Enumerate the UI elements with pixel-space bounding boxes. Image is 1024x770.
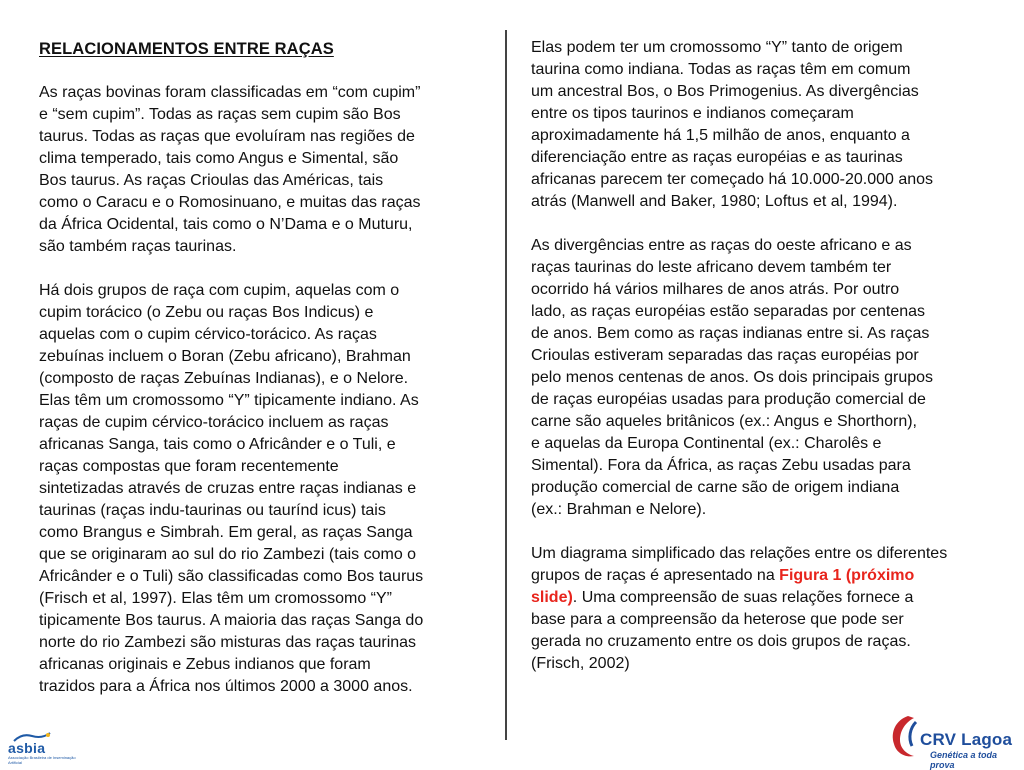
left-paragraph-1: As raças bovinas foram classificadas em “com cupim” e “sem cupim”. Todas as raças sem cupim são Bos taurus. Todas as raças que evoluíram nas regiões de clima temperado, tais como Angus e Simental, são Bos taurus. As raças Crioulas das Américas, tais como o Caracu e o Romosinuano, e muitas das raças da África Ocidental, tais como o N’Dama e o Muturu, são também raças taurinas. xyxy=(39,84,421,255)
right-paragraph-1: Elas podem ter um cromossomo “Y” tanto de origem taurina como indiana. Todas as raças têm em comum um ancestral Bos, o Bos Primogenius. As divergências entre os tipos taurinos e indianos começaram aproximadamente há 1,5 milhão de anos, enquanto a diferenciação entre as raças européias e as taurinas africanas parecem ter começado há 10.000-20.000 anos atrás (Manwell and Baker, 1980; Loftus et al, 1994). xyxy=(531,39,934,210)
paragraph-text-after: . Uma compreensão de suas relações fornece a base para a compreensão da heterose que pode ser gerada no cruzamento entre os dois grupos de raças. (Frisch, 2002) xyxy=(531,589,914,672)
crv-tagline: Genética a toda prova xyxy=(930,750,998,770)
crv-lagoa-logo xyxy=(886,712,1016,770)
asbia-subtitle: Associação Brasileira de Inseminação Artificial xyxy=(8,755,76,765)
left-column xyxy=(39,38,497,720)
paragraph-text-before: Um diagrama simplificado das relações entre os diferentes grupos de raças é apresentado na xyxy=(531,545,948,584)
figure-reference: Figura 1 (próximo slide) xyxy=(531,567,915,606)
asbia-logo xyxy=(4,732,74,766)
right-column xyxy=(531,37,1015,697)
left-paragraph-2: Há dois grupos de raça com cupim, aquelas com o cupim torácico (o Zebu ou raças Bos Indicus) e aquelas com o cupim cérvico-torácico. As raças zebuínas incluem o Boran (Zebu africano), Brahman (composto de raças Zebuínas Indianas), e o Nelore. Elas têm um cromossomo “Y” tipicamente indiano. As raças de cupim cérvico-torácico incluem as raças africanas Sanga, tais como o Africânder e o Tuli, e raças compostas que foram recentemente sintetizadas através de cruzas entre raças indianas e taurinas (raças indu-taurinas ou taurínd icus) tais como Brangus e Simbrah. Em geral, as raças Sanga que se originaram ao sul do rio Zambezi (tais como o Africânder e o Tuli) são classificadas como Bos taurus (Frisch et al, 1997). Elas têm um cromossomo “Y” tipicamente Bos taurus. A maioria das raças Sanga do norte do rio Zambezi são misturas das raças taurinas africanas originais e Zebus indianos que foram trazidos para a África nos últimos 2000 a 3000 anos. xyxy=(39,282,424,695)
column-divider xyxy=(505,30,507,740)
right-paragraph-2: As divergências entre as raças do oeste africano e as raças taurinas do leste africano devem também ter ocorrido há vários milhares de anos atrás. Por outro lado, as raças européias estão separadas por centenas de anos. Bem como as raças indianas entre si. As raças Crioulas estiveram separadas das raças européias por pelo menos centenas de anos. Os dois principais grupos de raças européias usadas para produção comercial de carne são aqueles britânicos (ex.: Angus e Shorthorn), e aquelas da Europa Continental (ex.: Charolês e Simental). Fora da África, as raças Zebu usadas para produção comercial de carne são de origem indiana (ex.: Brahman e Nelore). xyxy=(531,237,934,518)
section-heading: RELACIONAMENTOS ENTRE RAÇAS xyxy=(39,40,334,58)
crv-brand: CRV Lagoa xyxy=(920,730,1013,749)
right-paragraph-3 xyxy=(531,543,1015,675)
asbia-name: asbia xyxy=(8,740,46,756)
